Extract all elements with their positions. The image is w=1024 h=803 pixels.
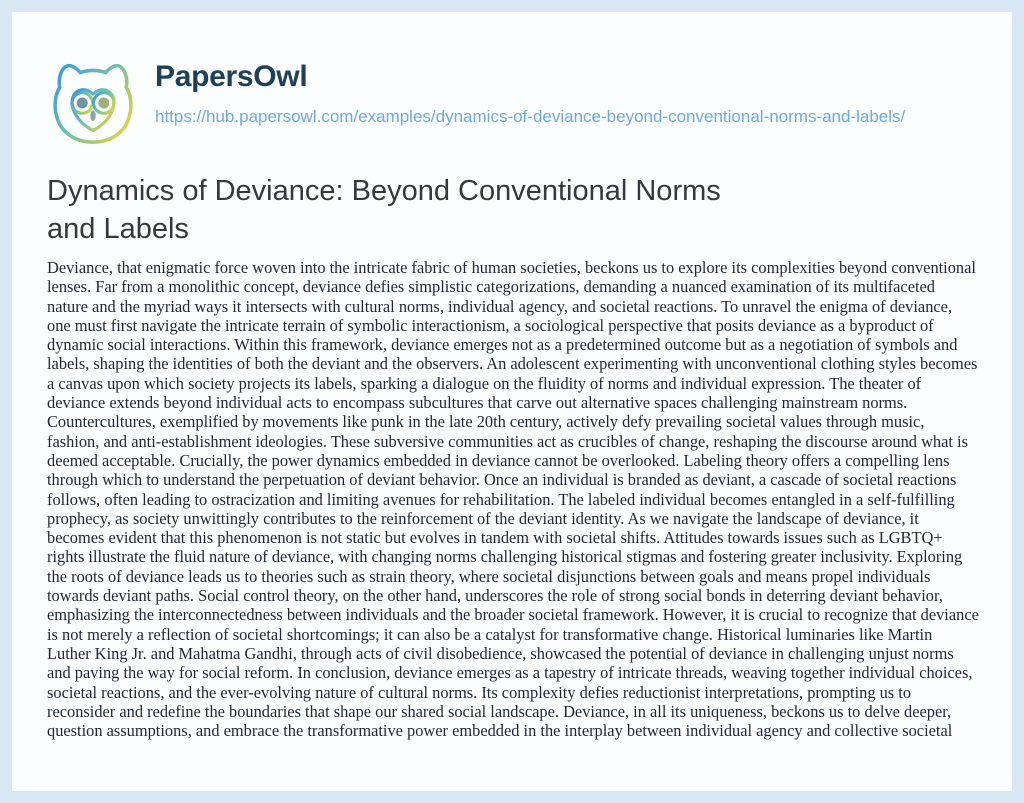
article-body-text: Deviance, that enigmatic force woven into the intricate fabric of human societies, beckons us to explore its complexities beyond conventional lenses. Far from a monolithic concept, deviance defies simplistic categorizations, demanding a nuanced examination of its multifaceted nature and the myriad ways it intersects with cultural norms, individual agency, and societal reactions. To unravel the enigma of deviance, one must first navigate the intricate terrain of symbolic interactionism, a sociological perspective that posits deviance as a byproduct of dynamic social interactions. Within this framework, deviance emerges not as a predetermined outcome but as a negotiation of symbols and labels, shaping the identities of both the deviant and the observers. An adolescent experimenting with unconventional clothing styles becomes a canvas upon which society projects its labels, sparking a dialogue on the fluidity of norms and individual expression. The theater of deviance extends beyond individual acts to encompass subcultures that carve out alternative spaces challenging mainstream norms. Countercultures, exemplified by movements like punk in the late 20th century, actively defy prevailing societal values through music, fashion, and anti-establishment ideologies. These subversive communities act as crucibles of change, reshaping the discourse around what is deemed acceptable. Crucially, the power dynamics embedded in deviance cannot be overlooked. Labeling theory offers a compelling lens through which to understand the perpetuation of deviant behavior. Once an individual is branded as deviant, a cascade of societal reactions follows, often leading to ostracization and limiting avenues for rehabilitation. The labeled individual becomes entangled in a self-fulfilling prophecy, as society unwittingly contributes to the reinforcement of the deviant identity. As we navigate the landscape of deviance, it becomes evident that this phenomenon is not static but evolves in tandem with societal shifts. Attitudes towards issues such as LGBTQ+ rights illustrate the fluid nature of deviance, with changing norms challenging historical stigmas and fostering greater inclusivity. Exploring the roots of deviance leads us to theories such as strain theory, where societal disjunctions between goals and means propel individuals towards deviant paths. Social control theory, on the other hand, underscores the role of strong social bonds in deterring deviant behavior, emphasizing the interconnectedness between individuals and the broader societal framework. However, it is crucial to recognize that deviance is not merely a reflection of societal shortcomings; it can also be a catalyst for transformative change. Historical luminaries like Martin Luther King Jr. and Mahatma Gandhi, through acts of civil disobedience, showcased the potential of deviance in challenging unjust norms and paving the way for social reform. In conclusion, deviance emerges as a tapestry of intricate threads, weaving together individual choices, societal reactions, and the ever-evolving nature of cultural norms. Its complexity defies reductionist interpretations, prompting us to reconsider and redefine the boundaries that shape our shared social landscape. Deviance, in all its uniqueness, beckons us to delve deeper, question assumptions, and embrace the transformative power embedded in the interplay between individual agency and collective societal [47, 258, 979, 741]
papersowl-logo[interactable] [46, 56, 140, 150]
content-card [12, 12, 1012, 791]
brand-wordmark: PapersOwl [155, 60, 308, 93]
owl-logo-icon [46, 137, 140, 154]
page-url-link[interactable]: https://hub.papersowl.com/examples/dynamics-of-deviance-beyond-conventional-norms-and-labels/ [155, 107, 906, 126]
article-title: Dynamics of Deviance: Beyond Conventional Norms and Labels [47, 175, 721, 245]
